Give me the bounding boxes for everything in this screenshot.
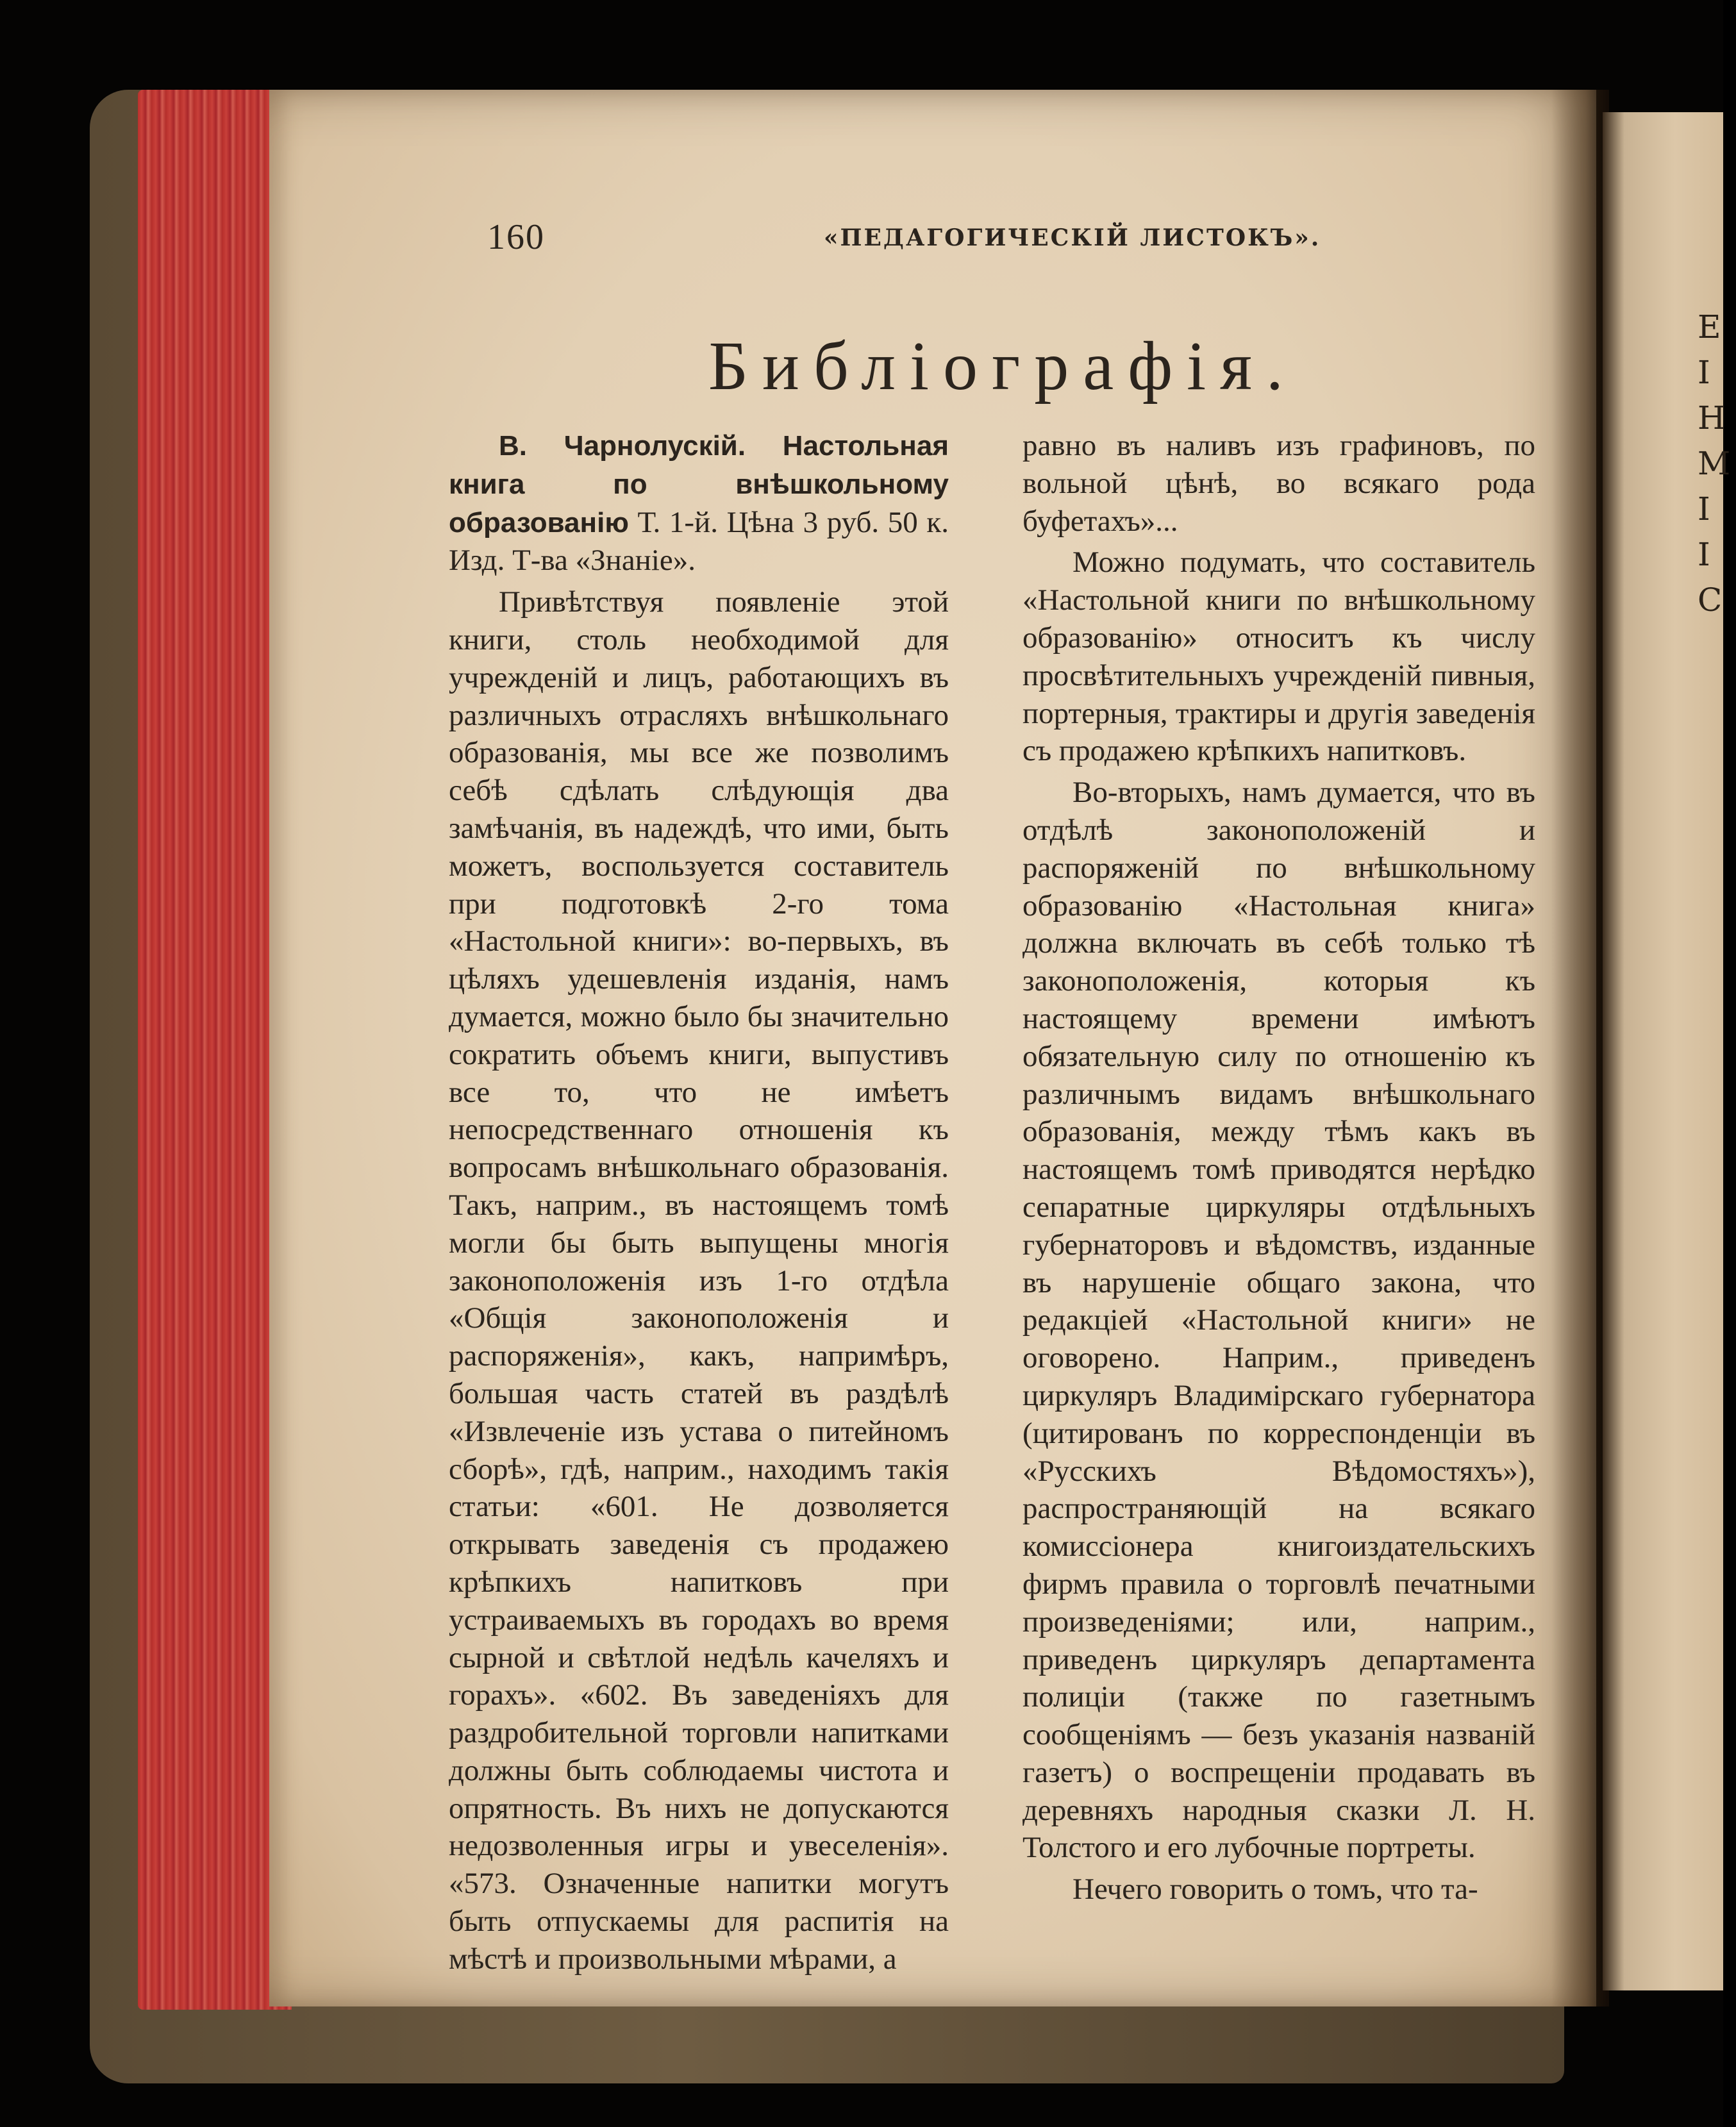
paragraph-continuation: равно въ наливъ изъ графиновъ, по вольной цѣнѣ, во всякаго рода буфетахъ»... [1022,429,1535,538]
running-head: «ПЕДАГОГИЧЕСКІЙ ЛИСТОКЪ». [824,224,1321,251]
review-lead-rest: Т. 1-й. Цѣна 3 руб. 50 к. Изд. Т-ва «Знаніе». [449,505,949,578]
section-title: Библіографія. [708,328,1298,405]
paragraph: Можно подумать, что составитель «Настольной книги по внѣшкольному образованію» относитъ къ числу просвѣтительныхъ учрежденій пивныя, портерныя, трактиры и другія заведенія съ продажею крѣпкихъ напитковъ. [1022,546,1535,768]
book-page [269,90,1596,2006]
left-column [449,427,949,1978]
paragraph: Привѣтствуя появленіе этой книги, столь необходимой для учрежденій и лицъ, работающихъ въ различныхъ отрасляхъ внѣшкольнаго образованія, мы все же позволимъ себѣ сдѣлать слѣдующія два замѣчанія, въ надеждѣ, что ими, быть можетъ, воспользуется составитель при подготовкѣ 2-го тома «Настольной книги»: во-первыхъ, въ цѣляхъ удешевленія изданія, намъ думается, можно было бы значительно сократить объемъ книги, выпустивъ все то, что не имѣетъ непосредственнаго отношенія къ вопросамъ внѣшкольнаго образованія. Такъ, наприм., въ настоящемъ томѣ могли бы быть выпущены многія законоположенія изъ 1-го отдѣла «Общія законоположенія и распоряженія», какъ, напримѣръ, большая часть статей въ раздѣлѣ «Извлеченіе изъ устава о питейномъ сборѣ», гдѣ, наприм., находимъ такія статьи: «601. Не дозволяется открывать заведенія съ продажею крѣпкихъ напитковъ при устраиваемыхъ въ городахъ во время сырной и свѣтлой недѣль качеляхъ и горахъ». «602. Въ заведеніяхъ для раздробительной торговли напитками должны быть соблюдаемы чистота и опрятность. Въ нихъ не допускаются недозволенныя игры и увеселенія». «573. Означенные напитки могутъ быть отпускаемы для распитія на мѣстѣ и произвольными мѣрами, а [449,585,949,1976]
next-page-edge [1603,112,1731,1990]
gutter-shadow [1551,90,1609,2006]
right-column [1022,427,1535,1908]
red-page-edge [138,90,292,2010]
review-entry [449,427,949,580]
review-lead: В. Чарнолускій. Настольная книга по внѣшкольному образованію [449,430,949,538]
page-number: 160 [487,217,545,257]
next-page-letters: Е І Н М І І С [1698,308,1731,619]
paragraph: Нечего говорить о томъ, что та- [1072,1873,1478,1906]
paragraph: Во-вторыхъ, намъ думается, что въ отдѣлѣ законоположеній и распоряженій по внѣшкольному образованію «Настольная книга» должна включать въ себѣ только тѣ законоположенія, которыя къ настоящему времени имѣютъ обязательную силу по отношенію къ различнымъ видамъ внѣшкольнаго образованія, между тѣмъ какъ въ настоящемъ томѣ приводятся нерѣдко сепаратные циркуляры отдѣльныхъ губернаторовъ и вѣдомствъ, изданные въ нарушеніе общаго закона, что редакціей «Настольной книги» не оговорено. Наприм., приведенъ циркуляръ Владимірскаго губернатора (цитированъ по корреспонденціи въ «Русскихъ Вѣдомостяхъ»), распространяющій на всякаго комиссіонера книгоиздательскихъ фирмъ правила о торговлѣ печатными произведеніями; или, наприм., приведенъ циркуляръ департамента полиціи (также по газетнымъ сообщеніямъ — безъ указанія названій газетъ) о воспрещеніи продавать въ деревняхъ народныя сказки Л. Н. Толстого и его лубочные портреты. [1022,776,1535,1865]
